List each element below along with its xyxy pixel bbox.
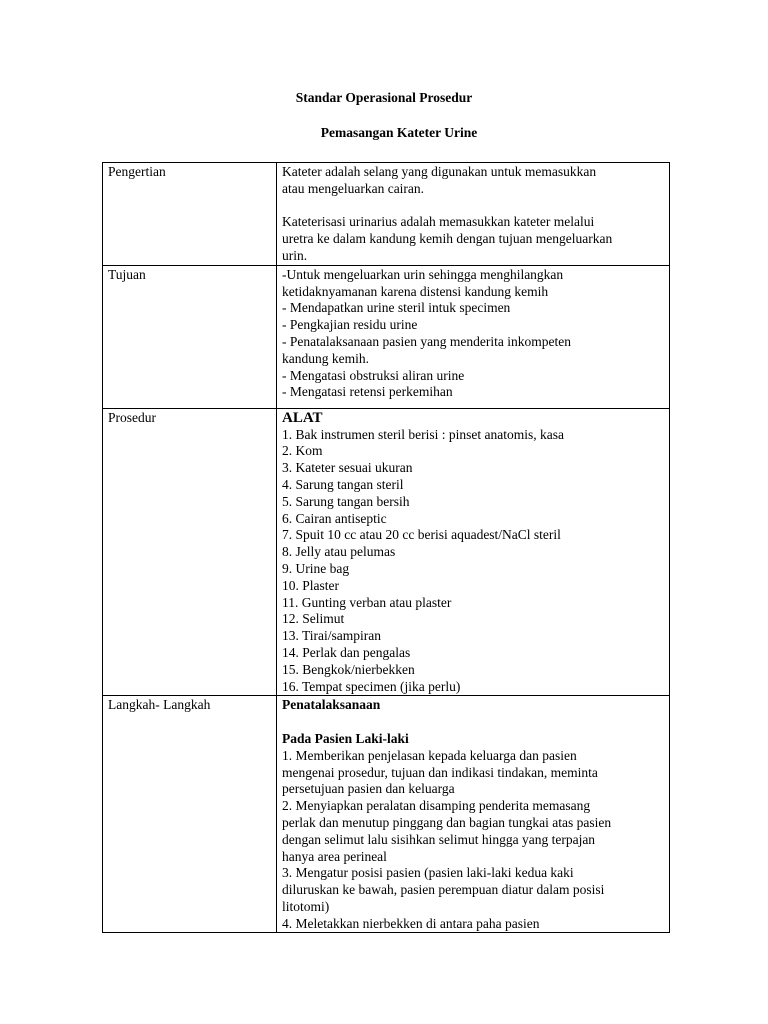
label-pengertian: Pengertian <box>103 163 277 266</box>
list-item: 1. Bak instrumen steril berisi : pinset anatomis, kasa <box>282 426 564 442</box>
list-item: 8. Jelly atau pelumas <box>282 544 396 560</box>
list-item: 11. Gunting verban atau plaster <box>282 594 452 610</box>
text-line: - Penatalaksanaan pasien yang menderita inkompeten <box>282 333 572 349</box>
document-subtitle: Pemasangan Kateter Urine <box>320 125 478 140</box>
text-line: mengenai prosedur, tujuan dan indikasi tindakan, meminta <box>282 764 598 780</box>
text-line: hanya area perineal <box>282 848 387 864</box>
text-line: urin. <box>282 247 308 263</box>
text-line: dengan selimut lalu sisihkan selimut hingga yang terpajan <box>282 831 596 847</box>
row-pengertian <box>103 163 670 266</box>
section-heading: ALAT <box>282 409 323 426</box>
section-heading: Penatalaksanaan <box>282 697 381 713</box>
text-line: 4. Meletakkan nierbekken di antara paha pasien <box>282 915 540 931</box>
content-langkah <box>277 696 670 933</box>
list-item: 5. Sarung tangan bersih <box>282 493 410 509</box>
label-tujuan: Tujuan <box>103 265 277 408</box>
content-pengertian <box>277 163 670 266</box>
list-item: 15. Bengkok/nierbekken <box>282 661 415 677</box>
text-line: Kateter adalah selang yang digunakan untuk memasukkan <box>282 164 597 179</box>
row-tujuan <box>103 265 670 408</box>
text-line: 2. Menyiapkan peralatan disamping penderita memasang <box>282 798 591 814</box>
list-item: 6. Cairan antiseptic <box>282 510 387 526</box>
text-line: atau mengeluarkan cairan. <box>282 180 425 196</box>
list-item: 9. Urine bag <box>282 560 350 576</box>
text-line: uretra ke dalam kandung kemih dengan tujuan mengeluarkan <box>282 231 613 247</box>
text-line: - Mengatasi obstruksi aliran urine <box>282 367 465 383</box>
list-item: 10. Plaster <box>282 577 339 593</box>
list-item: 7. Spuit 10 cc atau 20 cc berisi aquadest/NaCl steril <box>282 527 561 543</box>
label-langkah: Langkah- Langkah <box>103 696 277 933</box>
text-line: 1. Memberikan penjelasan kepada keluarga dan pasien <box>282 747 577 763</box>
text-line: - Mengatasi retensi perkemihan <box>282 384 453 400</box>
text-line: perlak dan menutup pinggang dan bagian tungkai atas pasien <box>282 814 612 830</box>
list-item: 12. Selimut <box>282 611 345 627</box>
list-item: 14. Perlak dan pengalas <box>282 644 411 660</box>
text-line: - Pengkajian residu urine <box>282 317 418 333</box>
text-line: ketidaknyamanan karena distensi kandung kemih <box>282 283 549 299</box>
list-item: 2. Kom <box>282 443 323 459</box>
row-langkah <box>103 696 670 933</box>
sop-table <box>102 162 670 933</box>
list-item: 3. Kateter sesuai ukuran <box>282 460 413 476</box>
list-item: 4. Sarung tangan steril <box>282 476 404 492</box>
row-prosedur <box>103 408 670 696</box>
text-line: - Mendapatkan urine steril intuk specimen <box>282 300 511 316</box>
text-line: kandung kemih. <box>282 350 369 366</box>
text-line: litotomi) <box>282 898 330 914</box>
list-item: 16. Tempat specimen (jika perlu) <box>282 678 461 694</box>
text-line: diluruskan ke bawah, pasien perempuan diatur dalam posisi <box>282 882 605 898</box>
document-title: Standar Operasional Prosedur <box>295 90 473 105</box>
content-prosedur <box>277 408 670 696</box>
label-prosedur: Prosedur <box>103 408 277 696</box>
text-line: 3. Mengatur posisi pasien (pasien laki-laki kedua kaki <box>282 865 574 881</box>
text-line: -Untuk mengeluarkan urin sehingga menghilangkan <box>282 266 564 282</box>
text-line: persetujuan pasien dan keluarga <box>282 781 455 797</box>
list-item: 13. Tirai/sampiran <box>282 628 382 644</box>
content-tujuan <box>277 265 670 408</box>
text-line: Kateterisasi urinarius adalah memasukkan kateter melalui <box>282 214 595 230</box>
section-subheading: Pada Pasien Laki-laki <box>282 730 409 746</box>
